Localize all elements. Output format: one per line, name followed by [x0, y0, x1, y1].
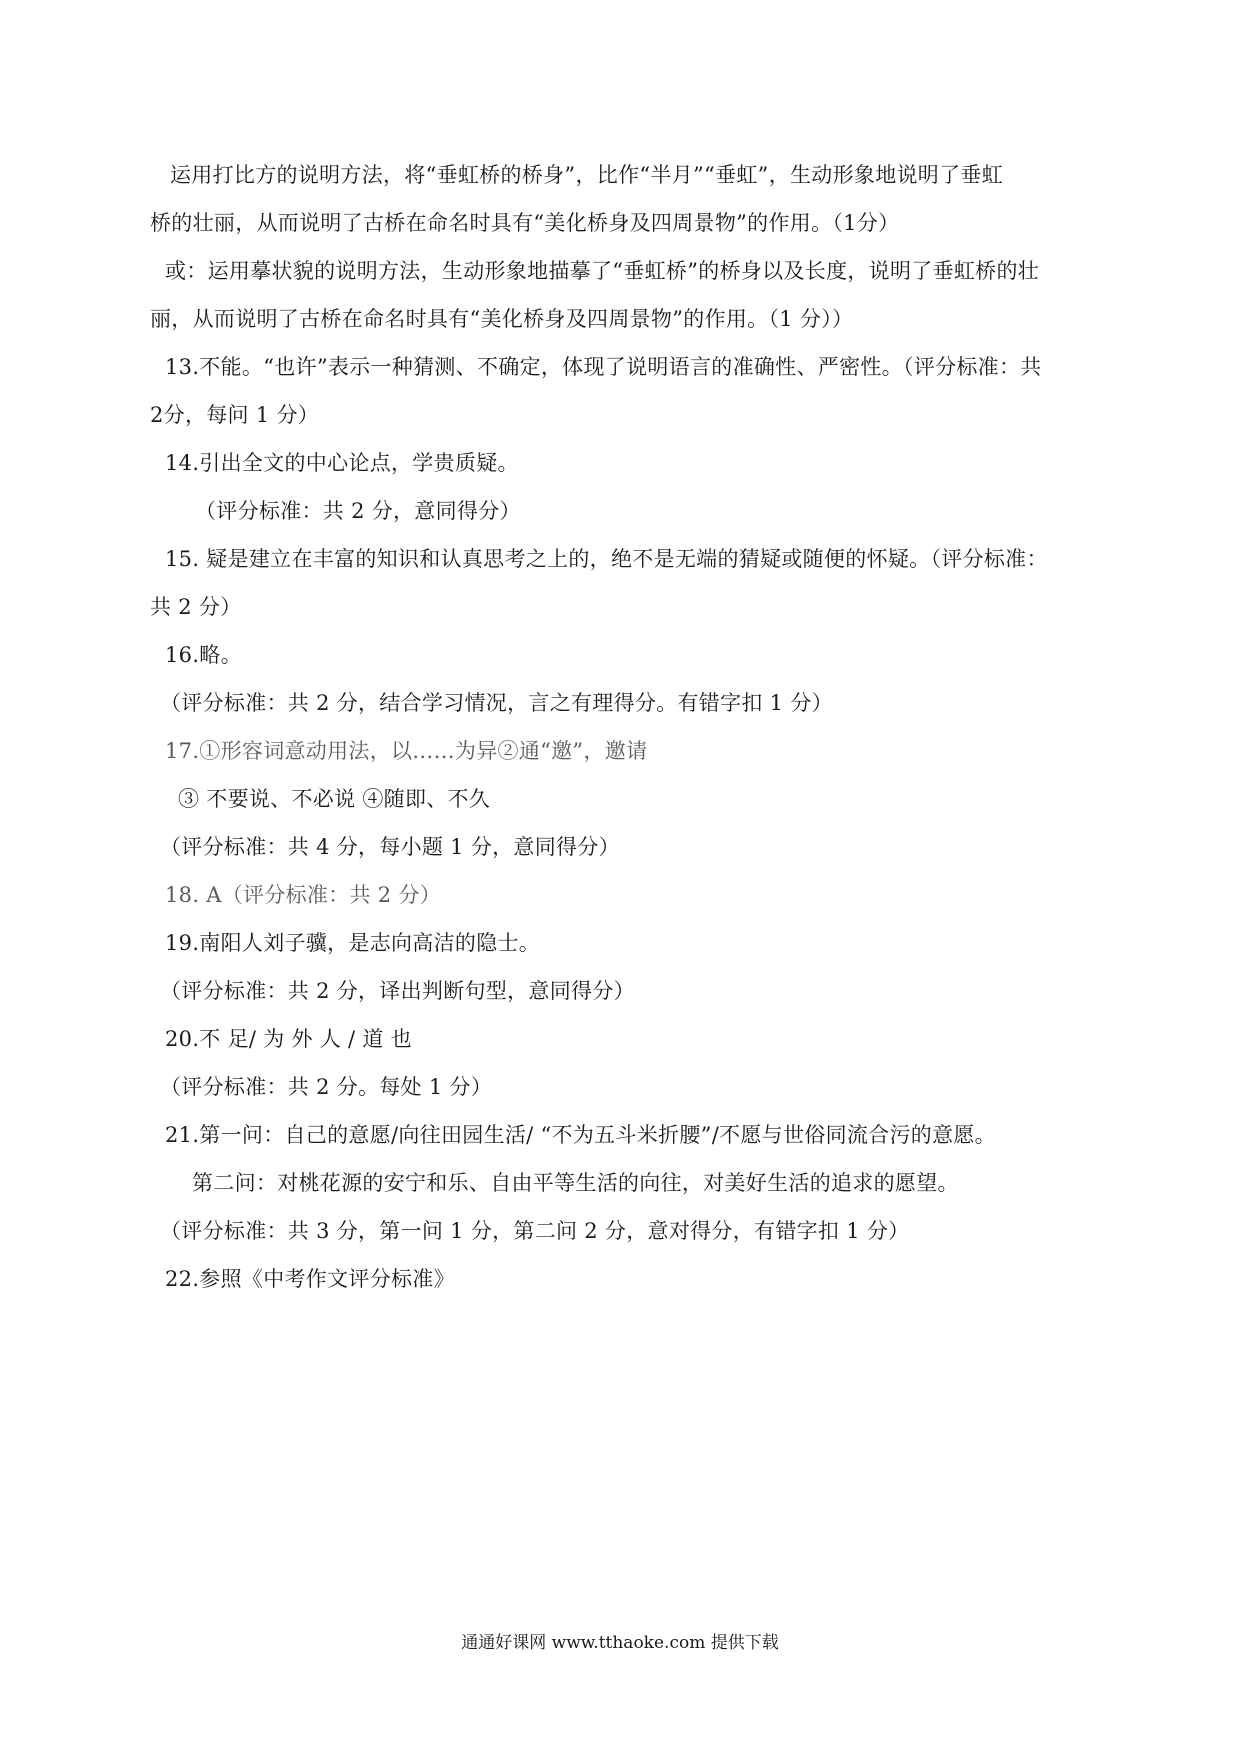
text-line: 或：运用摹状貌的说明方法，生动形象地描摹了“垂虹桥”的桥身以及长度，说明了垂虹桥的壮 [165, 259, 1040, 283]
text-line: 运用打比方的说明方法，将“垂虹桥的桥身”，比作“半月”“垂虹”，生动形象地说明了垂虹 [170, 163, 1004, 187]
answer-19: 19.南阳人刘子骥，是志向高洁的隐士。 [165, 931, 541, 955]
page-footer: 通通好课网 www.tthaoke.com 提供下载 [461, 1633, 779, 1653]
text-line: 2分，每问 1 分） [150, 403, 320, 427]
scoring-note: （评分标准：共 2 分，意同得分） [195, 499, 521, 523]
answer-13: 13.不能。“也许”表示一种猜测、不确定，体现了说明语言的准确性、严密性。（评分标准：共 [165, 355, 1042, 379]
text-line: 第二问：对桃花源的安宁和乐、自由平等生活的向往，对美好生活的追求的愿望。 [192, 1171, 959, 1195]
scoring-note: （评分标准：共 2 分，结合学习情况，言之有理得分。有错字扣 1 分） [160, 691, 833, 715]
answer-22: 22.参照《中考作文评分标准》 [165, 1267, 455, 1291]
answer-21: 21.第一问：自己的意愿/向往田园生活/ “不为五斗米折腰”/不愿与世俗同流合污的意愿。 [165, 1123, 996, 1147]
text-line: 丽，从而说明了古桥在命名时具有“美化桥身及四周景物”的作用。（1 分）） [150, 307, 854, 331]
answer-16: 16.略。 [165, 643, 242, 667]
scoring-note: （评分标准：共 3 分，第一问 1 分，第二问 2 分，意对得分，有错字扣 1 分） [160, 1219, 910, 1243]
answer-15: 15. 疑是建立在丰富的知识和认真思考之上的，绝不是无端的猜疑或随便的怀疑。（评分标准： [165, 547, 1048, 571]
answer-20: 20.不 足/ 为 外 人 / 道 也 [165, 1027, 412, 1051]
scoring-note: （评分标准：共 4 分，每小题 1 分，意同得分） [160, 835, 620, 859]
text-line: 共 2 分） [150, 595, 242, 619]
answer-14: 14.引出全文的中心论点，学贵质疑。 [165, 451, 519, 475]
scoring-note: （评分标准：共 2 分，译出判断句型，意同得分） [160, 979, 635, 1003]
scoring-note: （评分标准：共 2 分。每处 1 分） [160, 1075, 493, 1099]
answer-18: 18. A（评分标准：共 2 分） [165, 883, 442, 907]
text-line: 桥的壮丽，从而说明了古桥在命名时具有“美化桥身及四周景物”的作用。（1分） [150, 211, 900, 235]
answer-17: 17.①形容词意动用法，以……为异②通“邀”，邀请 [165, 739, 648, 763]
text-line: ③ 不要说、不必说 ④随即、不久 [178, 787, 491, 811]
